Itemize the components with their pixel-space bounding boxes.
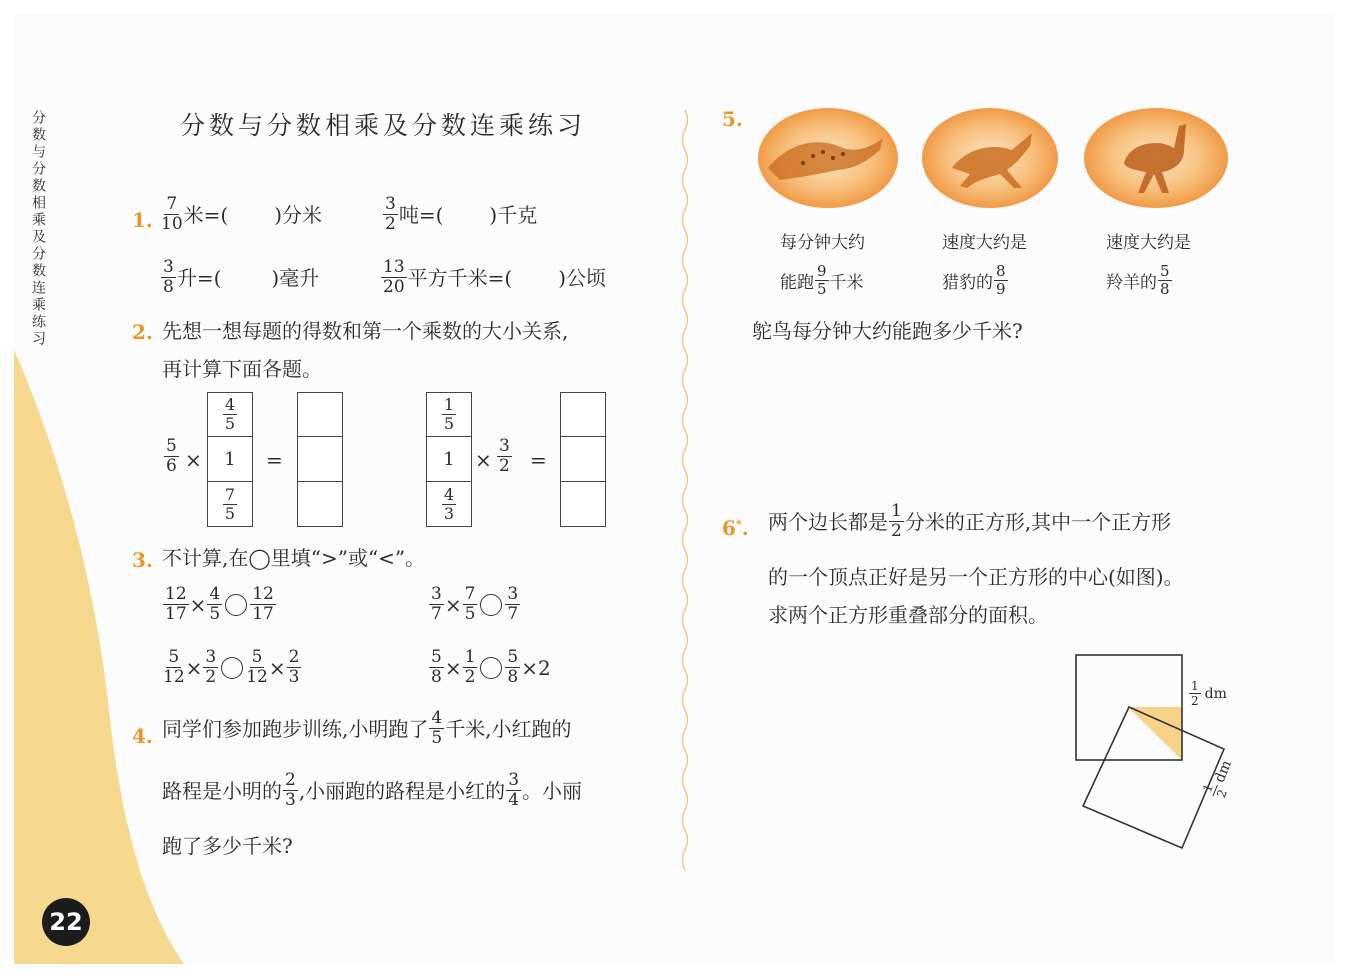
equals-sign: =	[266, 448, 283, 472]
q2-right-cell-3: 4 3	[426, 481, 472, 527]
margin-band	[14, 350, 184, 964]
q1-number: 1.	[132, 208, 153, 232]
q5-caption-1-line-2: 能跑 9 5 千米	[780, 262, 864, 298]
antelope-image	[922, 108, 1058, 208]
fraction: $\frac{5}{6}$	[166, 436, 177, 476]
column-divider	[677, 110, 693, 870]
compare-circle[interactable]	[480, 657, 502, 679]
q5-caption-1-line-1: 每分钟大约	[780, 233, 865, 253]
page-number: 22	[42, 898, 90, 946]
q5-number: 5.	[722, 107, 743, 131]
times-sign: ×	[475, 448, 492, 472]
q2-right-answer-3[interactable]	[560, 481, 606, 527]
q5-question: 鸵鸟每分钟大约能跑多少千米?	[752, 319, 1023, 343]
times-sign: ×	[185, 448, 202, 472]
squares-figure	[1060, 645, 1250, 860]
q1-item-1: 7 10 米=( )分米	[161, 194, 323, 234]
q3-expr-3: $\frac{5}{12}$ × $\frac{3}{2}$ $\frac{5}{12}$ × $\frac{2}{3}$	[163, 647, 300, 687]
q2-left-answer-3[interactable]	[297, 481, 343, 527]
q6-line-1: 两个边长都是 1 2 分米的正方形,其中一个正方形	[768, 501, 1172, 541]
q2-left-answer-1[interactable]	[297, 392, 343, 437]
q2-left-cell-1: 4 5	[207, 392, 253, 437]
compare-circle[interactable]	[480, 594, 502, 616]
q3-expr-2: $\frac{3}{7}$ × $\frac{7}{5}$ 3 7	[431, 584, 519, 624]
q5-caption-3-line-2: 羚羊的 5 8	[1106, 262, 1170, 298]
fraction: 3 8	[163, 257, 174, 297]
q5-caption-2-line-1: 速度大约是	[942, 233, 1027, 253]
q2-left-multiplier	[163, 438, 180, 475]
fraction: 7 10	[161, 194, 183, 234]
q3-expr-4: $\frac{5}{8}$ × $\frac{1}{2}$ $\frac{5}{8}$ ×2	[431, 647, 551, 687]
q4-line-2: 路程是小明的 2 3 ,小丽跑的路程是小红的 3 4 。小丽	[162, 770, 583, 810]
q2-right-cell-1: 1 5	[426, 392, 472, 437]
q6-line-3: 求两个正方形重叠部分的面积。	[768, 603, 1048, 627]
q4-line-3: 跑了多少千米?	[162, 834, 293, 858]
side-length-label-top: 1 2 dm	[1191, 679, 1227, 708]
q6-line-2: 的一个顶点正好是另一个正方形的中心(如图)。	[768, 565, 1184, 589]
q2-left-cell-2: 1	[207, 436, 253, 482]
q4-line-1: 同学们参加跑步训练,小明跑了 4 5 千米,小红跑的	[162, 708, 572, 748]
page-title: 分数与分数相乘及分数连乘练习	[180, 111, 587, 140]
q3-instruction: 不计算,在◯里填“>”或“<”。	[162, 546, 426, 570]
q1-item-4: 13 20 平方千米=( )公顷	[383, 257, 607, 297]
q3-expr-1: $\frac{12}{17}$ × $\frac{4}{5}$ 12 17	[165, 584, 274, 624]
equals-sign: =	[530, 448, 547, 472]
q5-caption-3-line-1: 速度大约是	[1106, 233, 1191, 253]
q2-right-answer-1[interactable]	[560, 392, 606, 437]
q2-right-answer-2[interactable]	[560, 436, 606, 482]
fraction: 13 20	[383, 257, 405, 297]
side-label: 分数与分数相乘及分数连乘练习	[30, 110, 46, 348]
q4-number: 4.	[132, 724, 153, 748]
q3-number: 3.	[132, 548, 153, 572]
side-length-label-right: 1 2 dm	[1200, 758, 1235, 800]
q2-right-multiplier: $\frac{3}{2}$	[499, 436, 510, 476]
fraction: 3 2	[385, 194, 396, 234]
q5-caption-2-line-2: 猎豹的 8 9	[942, 262, 1006, 298]
q2-line-2: 再计算下面各题。	[162, 357, 322, 381]
q2-line-1: 先想一想每题的得数和第一个乘数的大小关系,	[162, 319, 569, 343]
leopard-image	[758, 108, 898, 208]
ostrich-image	[1084, 108, 1228, 208]
q2-left-cell-3: 7 5	[207, 481, 253, 527]
q2-left-answer-2[interactable]	[297, 436, 343, 482]
q6-number: 6*.	[722, 516, 749, 540]
q1-item-3: 3 8 升=( )毫升	[163, 257, 320, 297]
q2-right-cell-2: 1	[426, 436, 472, 482]
q1-item-2: 3 2 吨=( )千克	[385, 194, 538, 234]
compare-circle[interactable]	[225, 594, 247, 616]
compare-circle[interactable]	[221, 657, 243, 679]
q2-number: 2.	[132, 320, 153, 344]
